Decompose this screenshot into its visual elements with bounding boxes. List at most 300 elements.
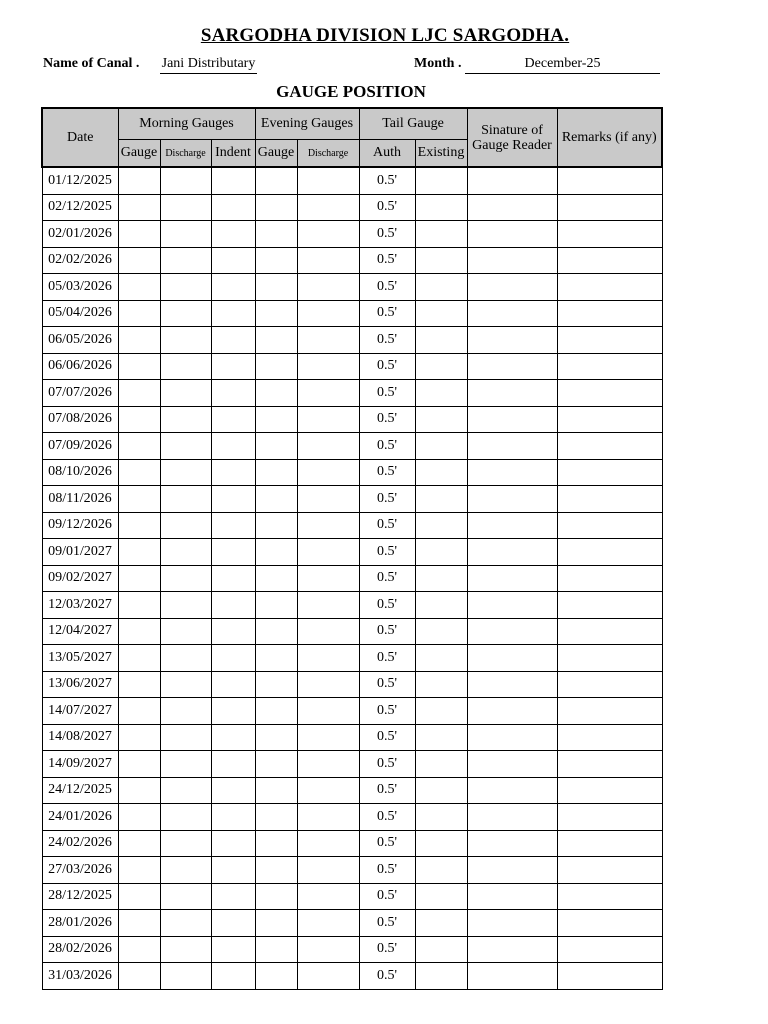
evening-discharge-cell	[297, 724, 359, 751]
morning-indent-cell	[211, 698, 255, 725]
table-row	[42, 194, 662, 221]
signature-cell	[467, 724, 557, 751]
evening-gauge-cell	[255, 247, 297, 274]
tail-existing-cell	[415, 459, 467, 486]
header-evening-gauge: Gauge	[255, 140, 297, 168]
tail-auth-cell: 0.5'	[359, 910, 415, 937]
date-cell: 08/11/2026	[42, 486, 118, 513]
tail-existing-cell	[415, 592, 467, 619]
morning-gauge-cell	[118, 936, 160, 963]
evening-gauge-cell	[255, 830, 297, 857]
evening-gauge-cell	[255, 645, 297, 672]
table-row	[42, 274, 662, 301]
morning-indent-cell	[211, 406, 255, 433]
evening-discharge-cell	[297, 671, 359, 698]
remarks-cell	[557, 565, 662, 592]
tail-auth-cell: 0.5'	[359, 857, 415, 884]
date-cell: 13/06/2027	[42, 671, 118, 698]
morning-indent-cell	[211, 300, 255, 327]
evening-discharge-cell	[297, 406, 359, 433]
signature-cell	[467, 777, 557, 804]
tail-existing-cell	[415, 963, 467, 990]
tail-auth-cell: 0.5'	[359, 194, 415, 221]
evening-gauge-cell	[255, 327, 297, 354]
date-cell: 07/07/2026	[42, 380, 118, 407]
morning-gauge-cell	[118, 539, 160, 566]
tail-existing-cell	[415, 433, 467, 460]
table-row	[42, 724, 662, 751]
morning-discharge-cell	[160, 167, 211, 194]
evening-gauge-cell	[255, 353, 297, 380]
tail-auth-cell: 0.5'	[359, 221, 415, 248]
evening-discharge-cell	[297, 167, 359, 194]
evening-gauge-cell	[255, 857, 297, 884]
evening-discharge-cell	[297, 380, 359, 407]
morning-indent-cell	[211, 247, 255, 274]
morning-indent-cell	[211, 857, 255, 884]
morning-indent-cell	[211, 910, 255, 937]
header-morning-discharge: Discharge	[160, 140, 211, 168]
morning-discharge-cell	[160, 830, 211, 857]
table-row	[42, 353, 662, 380]
signature-cell	[467, 274, 557, 301]
evening-discharge-cell	[297, 883, 359, 910]
signature-cell	[467, 883, 557, 910]
remarks-cell	[557, 380, 662, 407]
date-cell: 09/02/2027	[42, 565, 118, 592]
morning-indent-cell	[211, 830, 255, 857]
evening-discharge-cell	[297, 194, 359, 221]
header-signature: Sinature of Gauge Reader	[467, 108, 557, 167]
date-cell: 14/07/2027	[42, 698, 118, 725]
morning-discharge-cell	[160, 910, 211, 937]
morning-gauge-cell	[118, 910, 160, 937]
signature-cell	[467, 565, 557, 592]
signature-cell	[467, 671, 557, 698]
remarks-cell	[557, 751, 662, 778]
tail-auth-cell: 0.5'	[359, 963, 415, 990]
signature-cell	[467, 486, 557, 513]
morning-discharge-cell	[160, 406, 211, 433]
tail-existing-cell	[415, 724, 467, 751]
morning-discharge-cell	[160, 539, 211, 566]
evening-discharge-cell	[297, 830, 359, 857]
remarks-cell	[557, 698, 662, 725]
date-cell: 28/02/2026	[42, 936, 118, 963]
tail-auth-cell: 0.5'	[359, 433, 415, 460]
morning-gauge-cell	[118, 353, 160, 380]
signature-cell	[467, 221, 557, 248]
table-row	[42, 883, 662, 910]
tail-existing-cell	[415, 804, 467, 831]
morning-indent-cell	[211, 380, 255, 407]
tail-auth-cell: 0.5'	[359, 406, 415, 433]
date-cell: 05/03/2026	[42, 274, 118, 301]
table-row	[42, 167, 662, 194]
morning-indent-cell	[211, 274, 255, 301]
evening-gauge-cell	[255, 592, 297, 619]
morning-gauge-cell	[118, 300, 160, 327]
evening-gauge-cell	[255, 459, 297, 486]
date-cell: 02/02/2026	[42, 247, 118, 274]
date-cell: 09/12/2026	[42, 512, 118, 539]
morning-gauge-cell	[118, 433, 160, 460]
morning-discharge-cell	[160, 645, 211, 672]
tail-auth-cell: 0.5'	[359, 512, 415, 539]
evening-gauge-cell	[255, 406, 297, 433]
evening-gauge-cell	[255, 274, 297, 301]
morning-gauge-cell	[118, 883, 160, 910]
morning-gauge-cell	[118, 194, 160, 221]
morning-gauge-cell	[118, 777, 160, 804]
tail-auth-cell: 0.5'	[359, 804, 415, 831]
signature-cell	[467, 327, 557, 354]
signature-cell	[467, 247, 557, 274]
morning-discharge-cell	[160, 459, 211, 486]
morning-indent-cell	[211, 592, 255, 619]
morning-discharge-cell	[160, 804, 211, 831]
signature-cell	[467, 353, 557, 380]
morning-gauge-cell	[118, 857, 160, 884]
evening-gauge-cell	[255, 565, 297, 592]
evening-gauge-cell	[255, 221, 297, 248]
header-date: Date	[42, 108, 118, 167]
signature-cell	[467, 512, 557, 539]
date-cell: 12/03/2027	[42, 592, 118, 619]
table-row	[42, 300, 662, 327]
table-row	[42, 804, 662, 831]
date-cell: 01/12/2025	[42, 167, 118, 194]
morning-gauge-cell	[118, 274, 160, 301]
evening-discharge-cell	[297, 459, 359, 486]
remarks-cell	[557, 327, 662, 354]
morning-discharge-cell	[160, 274, 211, 301]
evening-discharge-cell	[297, 433, 359, 460]
morning-gauge-cell	[118, 618, 160, 645]
evening-gauge-cell	[255, 618, 297, 645]
date-cell: 27/03/2026	[42, 857, 118, 884]
month-label: Month .	[414, 56, 462, 71]
date-cell: 24/12/2025	[42, 777, 118, 804]
remarks-cell	[557, 804, 662, 831]
evening-gauge-cell	[255, 963, 297, 990]
table-row	[42, 963, 662, 990]
table-row	[42, 486, 662, 513]
evening-gauge-cell	[255, 751, 297, 778]
morning-gauge-cell	[118, 565, 160, 592]
evening-discharge-cell	[297, 592, 359, 619]
morning-indent-cell	[211, 433, 255, 460]
info-row	[0, 56, 768, 76]
table-row	[42, 380, 662, 407]
remarks-cell	[557, 167, 662, 194]
date-cell: 02/01/2026	[42, 221, 118, 248]
remarks-cell	[557, 353, 662, 380]
remarks-cell	[557, 486, 662, 513]
tail-auth-cell: 0.5'	[359, 565, 415, 592]
morning-gauge-cell	[118, 247, 160, 274]
tail-auth-cell: 0.5'	[359, 167, 415, 194]
morning-discharge-cell	[160, 592, 211, 619]
evening-gauge-cell	[255, 167, 297, 194]
remarks-cell	[557, 592, 662, 619]
morning-gauge-cell	[118, 380, 160, 407]
header-morning-gauges: Morning Gauges	[118, 108, 255, 140]
morning-discharge-cell	[160, 671, 211, 698]
remarks-cell	[557, 194, 662, 221]
morning-gauge-cell	[118, 645, 160, 672]
evening-discharge-cell	[297, 777, 359, 804]
remarks-cell	[557, 300, 662, 327]
tail-existing-cell	[415, 327, 467, 354]
table-row	[42, 751, 662, 778]
remarks-cell	[557, 645, 662, 672]
morning-gauge-cell	[118, 963, 160, 990]
evening-discharge-cell	[297, 751, 359, 778]
morning-discharge-cell	[160, 857, 211, 884]
remarks-cell	[557, 406, 662, 433]
table-row	[42, 247, 662, 274]
date-cell: 28/01/2026	[42, 910, 118, 937]
date-cell: 09/01/2027	[42, 539, 118, 566]
morning-gauge-cell	[118, 486, 160, 513]
table-row	[42, 671, 662, 698]
tail-auth-cell: 0.5'	[359, 883, 415, 910]
gauge-table	[41, 107, 663, 990]
morning-gauge-cell	[118, 327, 160, 354]
signature-cell	[467, 963, 557, 990]
tail-existing-cell	[415, 883, 467, 910]
table-row	[42, 698, 662, 725]
remarks-cell	[557, 910, 662, 937]
tail-auth-cell: 0.5'	[359, 274, 415, 301]
morning-indent-cell	[211, 883, 255, 910]
signature-cell	[467, 857, 557, 884]
tail-auth-cell: 0.5'	[359, 724, 415, 751]
remarks-cell	[557, 883, 662, 910]
tail-existing-cell	[415, 777, 467, 804]
evening-gauge-cell	[255, 910, 297, 937]
evening-gauge-cell	[255, 724, 297, 751]
morning-indent-cell	[211, 804, 255, 831]
tail-existing-cell	[415, 221, 467, 248]
remarks-cell	[557, 274, 662, 301]
tail-existing-cell	[415, 512, 467, 539]
morning-discharge-cell	[160, 698, 211, 725]
table-row	[42, 857, 662, 884]
tail-existing-cell	[415, 645, 467, 672]
signature-cell	[467, 539, 557, 566]
remarks-cell	[557, 936, 662, 963]
date-cell: 14/08/2027	[42, 724, 118, 751]
signature-cell	[467, 645, 557, 672]
remarks-cell	[557, 512, 662, 539]
tail-auth-cell: 0.5'	[359, 936, 415, 963]
header-tail-existing: Existing	[415, 140, 467, 168]
date-cell: 02/12/2025	[42, 194, 118, 221]
tail-existing-cell	[415, 353, 467, 380]
tail-existing-cell	[415, 671, 467, 698]
evening-gauge-cell	[255, 539, 297, 566]
evening-gauge-cell	[255, 671, 297, 698]
tail-auth-cell: 0.5'	[359, 300, 415, 327]
morning-indent-cell	[211, 751, 255, 778]
evening-discharge-cell	[297, 645, 359, 672]
date-cell: 31/03/2026	[42, 963, 118, 990]
signature-cell	[467, 433, 557, 460]
header-remarks: Remarks (if any)	[557, 108, 662, 167]
morning-discharge-cell	[160, 724, 211, 751]
morning-discharge-cell	[160, 380, 211, 407]
remarks-cell	[557, 671, 662, 698]
header-evening-gauges: Evening Gauges	[255, 108, 359, 140]
morning-gauge-cell	[118, 830, 160, 857]
evening-gauge-cell	[255, 936, 297, 963]
tail-auth-cell: 0.5'	[359, 830, 415, 857]
morning-indent-cell	[211, 194, 255, 221]
morning-indent-cell	[211, 963, 255, 990]
tail-existing-cell	[415, 698, 467, 725]
table-row	[42, 512, 662, 539]
morning-indent-cell	[211, 565, 255, 592]
morning-gauge-cell	[118, 167, 160, 194]
morning-discharge-cell	[160, 777, 211, 804]
signature-cell	[467, 592, 557, 619]
tail-auth-cell: 0.5'	[359, 459, 415, 486]
evening-discharge-cell	[297, 327, 359, 354]
tail-existing-cell	[415, 167, 467, 194]
date-cell: 06/06/2026	[42, 353, 118, 380]
morning-gauge-cell	[118, 671, 160, 698]
remarks-cell	[557, 539, 662, 566]
morning-indent-cell	[211, 221, 255, 248]
morning-discharge-cell	[160, 353, 211, 380]
remarks-cell	[557, 963, 662, 990]
date-cell: 24/02/2026	[42, 830, 118, 857]
morning-discharge-cell	[160, 247, 211, 274]
table-row	[42, 592, 662, 619]
signature-cell	[467, 380, 557, 407]
signature-cell	[467, 459, 557, 486]
morning-indent-cell	[211, 167, 255, 194]
tail-auth-cell: 0.5'	[359, 671, 415, 698]
table-row	[42, 539, 662, 566]
evening-discharge-cell	[297, 539, 359, 566]
date-cell: 08/10/2026	[42, 459, 118, 486]
morning-gauge-cell	[118, 724, 160, 751]
tail-existing-cell	[415, 486, 467, 513]
tail-auth-cell: 0.5'	[359, 618, 415, 645]
evening-discharge-cell	[297, 486, 359, 513]
morning-discharge-cell	[160, 221, 211, 248]
evening-gauge-cell	[255, 883, 297, 910]
morning-indent-cell	[211, 539, 255, 566]
morning-indent-cell	[211, 724, 255, 751]
morning-indent-cell	[211, 327, 255, 354]
header-tail-gauge: Tail Gauge	[359, 108, 467, 140]
morning-gauge-cell	[118, 698, 160, 725]
morning-discharge-cell	[160, 194, 211, 221]
morning-indent-cell	[211, 512, 255, 539]
morning-discharge-cell	[160, 751, 211, 778]
evening-gauge-cell	[255, 698, 297, 725]
signature-cell	[467, 698, 557, 725]
table-row	[42, 830, 662, 857]
section-title: GAUGE POSITION	[276, 82, 426, 101]
tail-existing-cell	[415, 247, 467, 274]
tail-auth-cell: 0.5'	[359, 247, 415, 274]
date-cell: 24/01/2026	[42, 804, 118, 831]
date-cell: 28/12/2025	[42, 883, 118, 910]
morning-indent-cell	[211, 353, 255, 380]
tail-existing-cell	[415, 539, 467, 566]
morning-discharge-cell	[160, 486, 211, 513]
morning-gauge-cell	[118, 406, 160, 433]
tail-existing-cell	[415, 406, 467, 433]
evening-discharge-cell	[297, 565, 359, 592]
signature-cell	[467, 936, 557, 963]
table-row	[42, 221, 662, 248]
table-row	[42, 645, 662, 672]
morning-gauge-cell	[118, 751, 160, 778]
remarks-cell	[557, 459, 662, 486]
table-row	[42, 936, 662, 963]
tail-auth-cell: 0.5'	[359, 751, 415, 778]
signature-cell	[467, 300, 557, 327]
tail-auth-cell: 0.5'	[359, 539, 415, 566]
tail-existing-cell	[415, 618, 467, 645]
morning-indent-cell	[211, 486, 255, 513]
signature-cell	[467, 167, 557, 194]
date-cell: 13/05/2027	[42, 645, 118, 672]
tail-existing-cell	[415, 751, 467, 778]
remarks-cell	[557, 724, 662, 751]
remarks-cell	[557, 777, 662, 804]
tail-auth-cell: 0.5'	[359, 698, 415, 725]
table-row	[42, 406, 662, 433]
evening-discharge-cell	[297, 300, 359, 327]
tail-existing-cell	[415, 910, 467, 937]
signature-cell	[467, 194, 557, 221]
month-value: December-25	[465, 56, 660, 74]
morning-gauge-cell	[118, 459, 160, 486]
tail-auth-cell: 0.5'	[359, 486, 415, 513]
tail-auth-cell: 0.5'	[359, 777, 415, 804]
date-cell: 12/04/2027	[42, 618, 118, 645]
table-row	[42, 777, 662, 804]
morning-indent-cell	[211, 645, 255, 672]
evening-discharge-cell	[297, 247, 359, 274]
morning-discharge-cell	[160, 327, 211, 354]
evening-gauge-cell	[255, 194, 297, 221]
canal-value: Jani Distributary	[160, 56, 257, 74]
evening-gauge-cell	[255, 486, 297, 513]
tail-existing-cell	[415, 194, 467, 221]
evening-gauge-cell	[255, 300, 297, 327]
signature-cell	[467, 804, 557, 831]
evening-discharge-cell	[297, 963, 359, 990]
tail-existing-cell	[415, 857, 467, 884]
tail-existing-cell	[415, 830, 467, 857]
date-cell: 07/09/2026	[42, 433, 118, 460]
tail-auth-cell: 0.5'	[359, 645, 415, 672]
date-cell: 07/08/2026	[42, 406, 118, 433]
morning-indent-cell	[211, 936, 255, 963]
header-tail-auth: Auth	[359, 140, 415, 168]
morning-gauge-cell	[118, 221, 160, 248]
tail-auth-cell: 0.5'	[359, 592, 415, 619]
evening-discharge-cell	[297, 804, 359, 831]
